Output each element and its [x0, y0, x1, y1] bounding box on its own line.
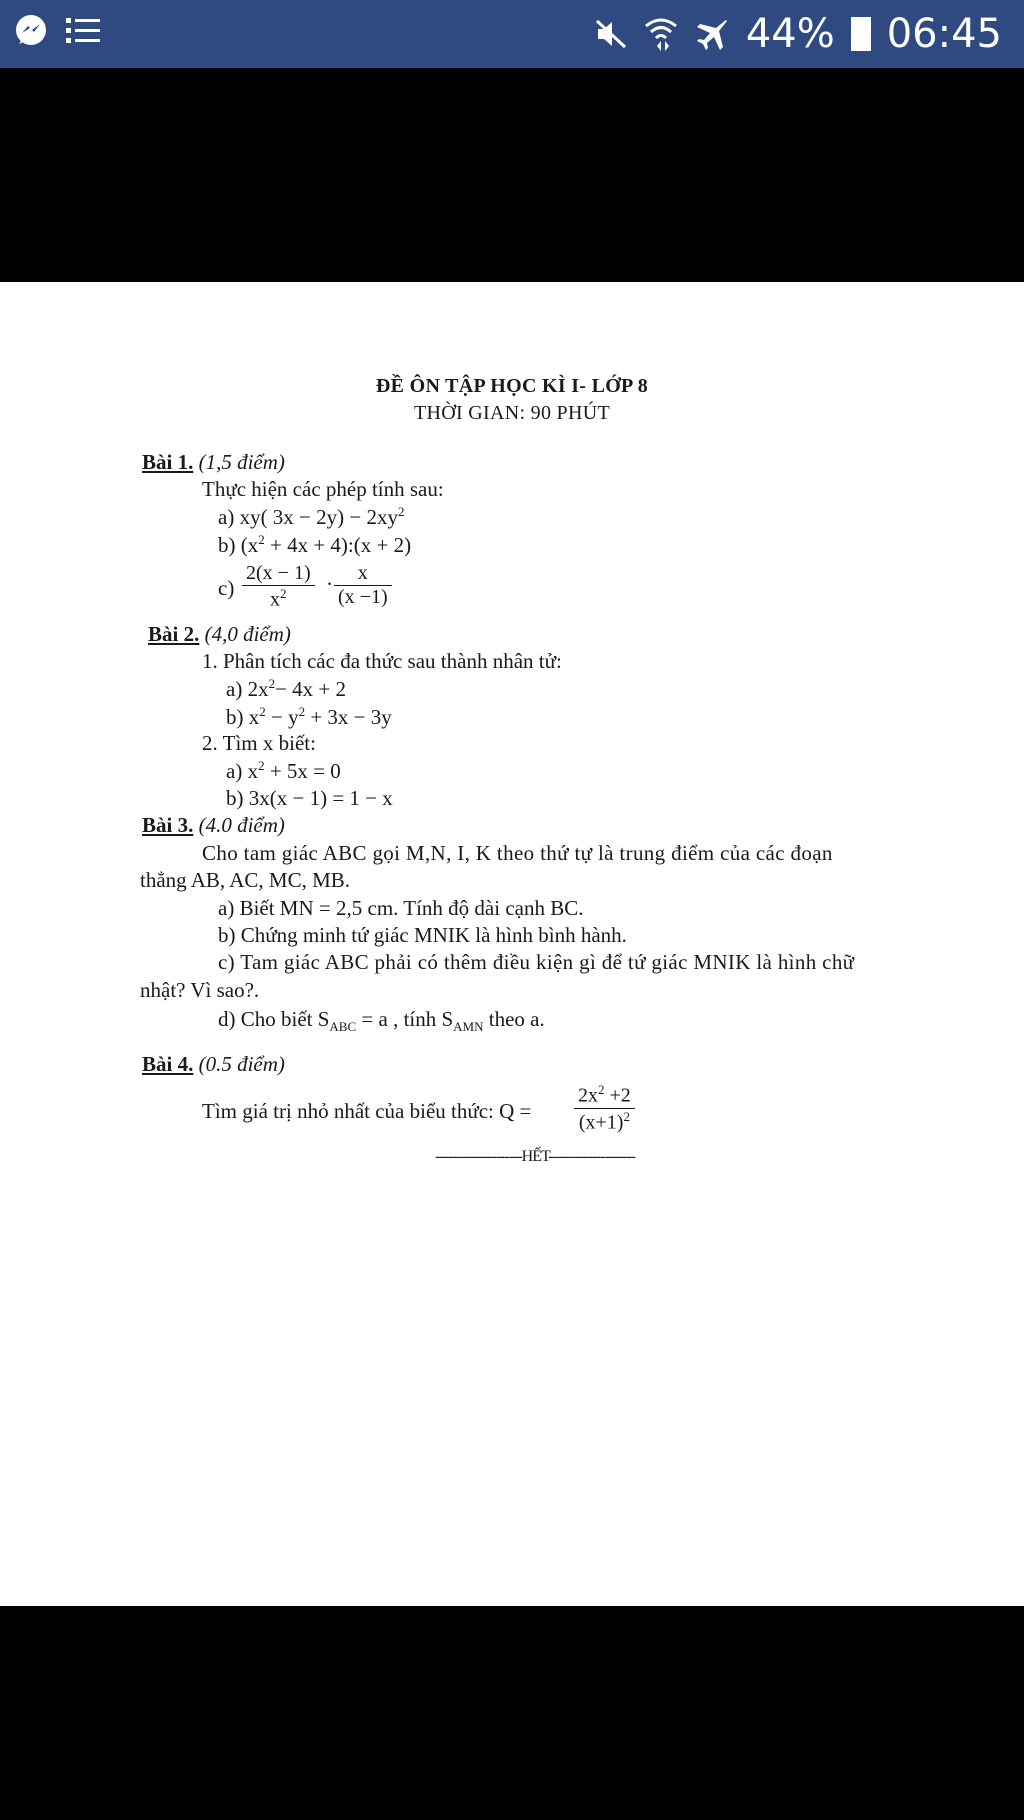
bai2-d: b) 3x(x − 1) = 1 − x: [226, 786, 393, 810]
list-icon[interactable]: [66, 16, 102, 46]
bai3-c1: c) Tam giác ABC phải có thêm điều kiện gì để tứ giác MNIK là hình chữ: [218, 950, 855, 974]
bai3-line2: thẳng AB, AC, MC, MB.: [140, 868, 351, 892]
bai2-b: b) $x^2 - y^2 + 3x - 3y$: [226, 704, 392, 729]
bai1-points: (1,5 điểm): [198, 450, 285, 474]
bai2-heading: [148, 622, 291, 647]
end-marker: --------------------HẾT--------------------: [435, 1148, 635, 1165]
messenger-icon[interactable]: [14, 14, 48, 48]
bai1-heading: [142, 450, 285, 475]
bai3-c2: nhật? Vì sao?.: [140, 978, 260, 1002]
bai2-part1: 1. Phân tích các đa thức sau thành nhân tử:: [202, 649, 562, 673]
bai2-points: (4,0 điểm): [204, 622, 291, 646]
bai3-b: b) Chứng minh tứ giác MNIK là hình bình hành.: [218, 923, 627, 947]
bai1-c-fraction-1: $\frac{2(x - 1)}{x^2}$: [242, 562, 315, 612]
bai4-points: (0.5 điểm): [198, 1052, 285, 1076]
bai2-c: a) $x^2 + 5x = 0$: [226, 758, 341, 783]
bai3-a: a) Biết MN = 2,5 cm. Tính độ dài cạnh BC.: [218, 896, 584, 920]
status-bar: [0, 0, 1024, 68]
wifi-icon: [644, 16, 678, 52]
doc-title: ĐỀ ÔN TẬP HỌC KÌ I- LỚP 8: [375, 375, 649, 397]
bai1-c-dot: ·: [326, 572, 333, 596]
clock: 06:45: [886, 11, 1002, 57]
bai2-label: Bài 2.: [148, 622, 200, 646]
document-page: [0, 282, 1024, 1606]
bottom-black-area: [0, 1606, 1024, 1820]
bai1-intro: Thực hiện các phép tính sau:: [202, 477, 444, 501]
airplane-icon: [694, 16, 730, 52]
doc-subtitle: THỜI GIAN: 90 PHÚT: [414, 402, 610, 424]
bai2-a: a) $2x^2- 4x + 2$: [226, 676, 347, 701]
bai1-a: a) xy( $3x - 2y) - 2xy^2$: [218, 504, 405, 529]
battery-icon: [851, 17, 871, 51]
bai2-part2: 2. Tìm x biết:: [202, 731, 316, 755]
bai4-heading: [142, 1052, 285, 1077]
bai3-heading: [142, 813, 285, 838]
bai4-fraction: $\frac{2x^2 +2}{(x+1)^2}$: [574, 1082, 635, 1134]
bai3-line1: Cho tam giác ABC gọi M,N, I, K theo thứ tự là trung điểm của các đoạn: [202, 841, 833, 865]
top-black-area: [0, 68, 1024, 282]
bai1-c-label: c): [218, 576, 235, 600]
bai4-text: Tìm giá trị nhỏ nhất của biểu thức: Q =: [202, 1099, 532, 1123]
bai3-points: (4.0 điểm): [198, 813, 285, 837]
bai4-label: Bài 4.: [142, 1052, 194, 1076]
mute-icon: [594, 17, 628, 51]
bai1-b: b) ($x^2 + 4x$ + 4):(x + 2): [218, 532, 412, 557]
bai3-d: d) Cho biết $S_{ABC} = a$ , tính $S_{AMN}$ theo a.: [218, 1007, 545, 1035]
bai3-label: Bài 3.: [142, 813, 194, 837]
bai1-c-fraction-2: $\frac{x}{(x -1)}$: [334, 562, 392, 609]
bai1-label: Bài 1.: [142, 450, 194, 474]
battery-percent: 44%: [745, 11, 835, 57]
